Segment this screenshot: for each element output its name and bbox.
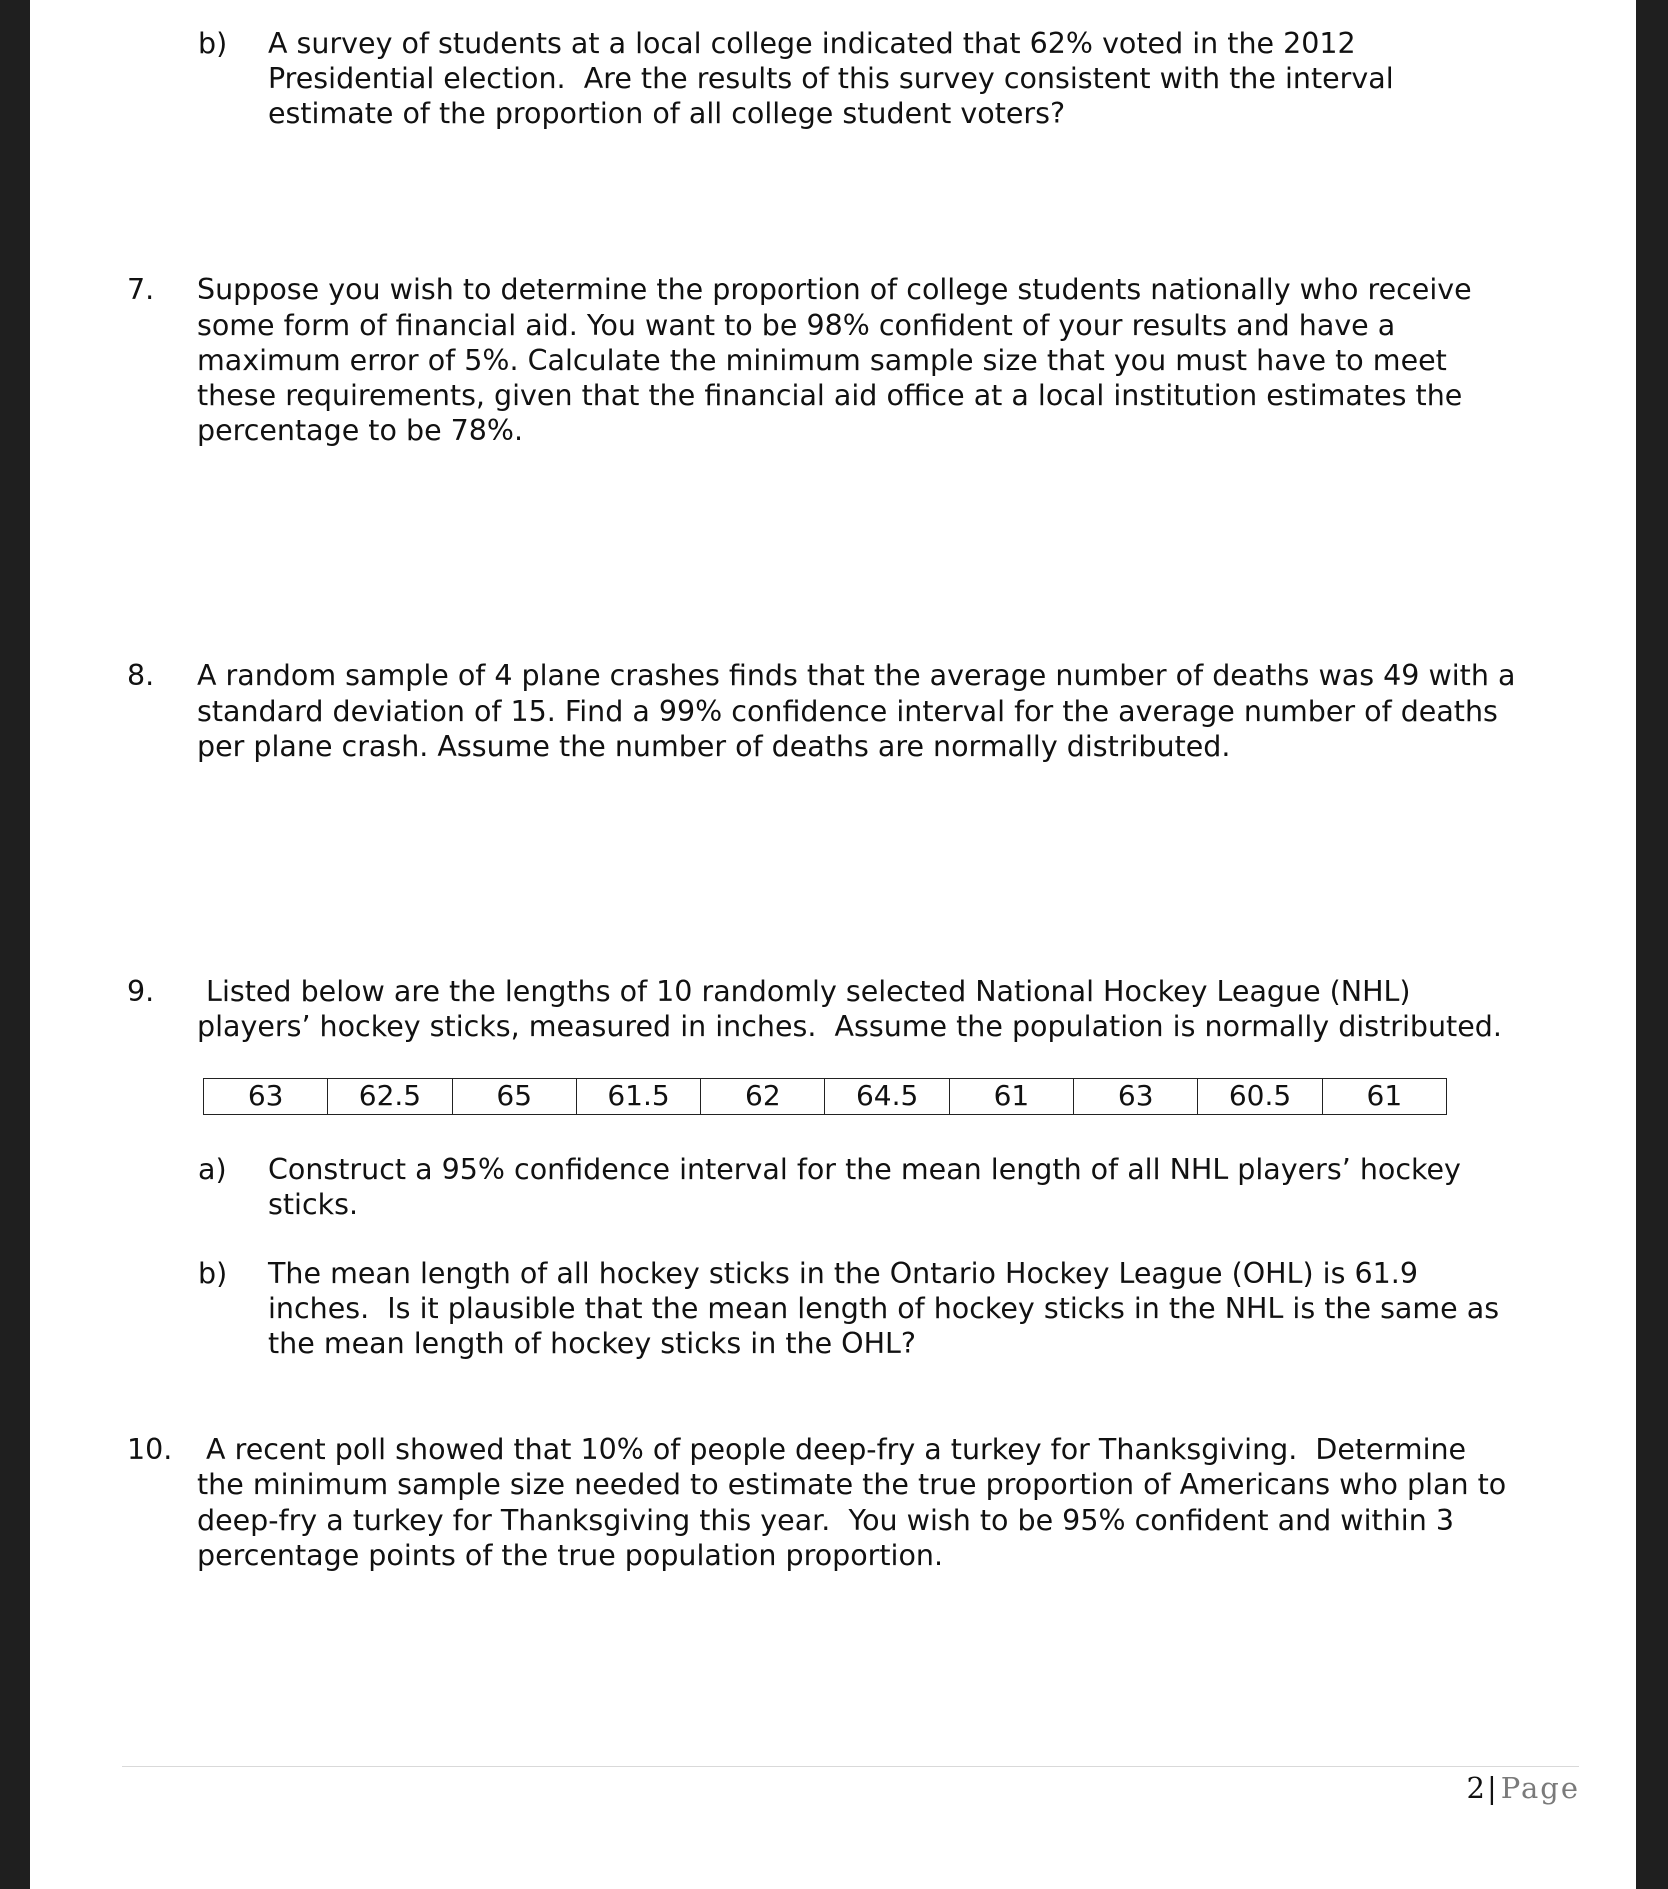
document-page (30, 0, 1636, 1889)
q9-number: 9. (127, 975, 155, 1008)
table-cell: 65 (453, 1079, 577, 1114)
q7-line-1: Suppose you wish to determine the proportion of college students nationally who receive (197, 273, 1472, 306)
table-cell: 62.5 (328, 1079, 452, 1114)
page-separator: | (1486, 1771, 1499, 1805)
q6b-line-3: estimate of the proportion of all college student voters? (268, 97, 1066, 130)
page-number: 2 (1466, 1771, 1485, 1805)
q8-line-1: A random sample of 4 plane crashes finds that the average number of deaths was 49 with a (197, 659, 1516, 692)
q7-line-2: some form of financial aid. You want to be 98% confident of your results and have a (197, 309, 1396, 342)
q8-line-2: standard deviation of 15. Find a 99% confidence interval for the average number of deaths (197, 695, 1498, 728)
q7-line-4: these requirements, given that the financial aid office at a local institution estimates the (197, 379, 1463, 412)
q9b-line-2: inches. Is it plausible that the mean length of hockey sticks in the NHL is the same as (268, 1292, 1500, 1325)
hockey-stick-lengths-table (203, 1078, 1447, 1115)
q6b-line-1: A survey of students at a local college indicated that 62% voted in the 2012 (268, 27, 1356, 60)
q7-number: 7. (127, 273, 155, 306)
q10-number: 10. (127, 1433, 173, 1466)
page-footer (1410, 1768, 1580, 1808)
q9-line-2: players’ hockey sticks, measured in inches. Assume the population is normally distributed. (197, 1010, 1502, 1043)
q9a-label: a) (198, 1153, 227, 1186)
q10-line-4: percentage points of the true population proportion. (197, 1539, 944, 1572)
q9b-label: b) (198, 1257, 228, 1290)
q9a-line-2: sticks. (268, 1188, 359, 1221)
table-cell: 64.5 (825, 1079, 949, 1114)
q9-line-1: Listed below are the lengths of 10 randomly selected National Hockey League (NHL) (197, 975, 1411, 1008)
q9a-line-1: Construct a 95% confidence interval for the mean length of all NHL players’ hockey (268, 1153, 1461, 1186)
table-cell: 61.5 (577, 1079, 701, 1114)
q8-line-3: per plane crash. Assume the number of deaths are normally distributed. (197, 730, 1231, 763)
q10-line-2: the minimum sample size needed to estimate the true proportion of Americans who plan to (197, 1468, 1507, 1501)
table-cell: 62 (701, 1079, 825, 1114)
table-cell: 61 (950, 1079, 1074, 1114)
table-cell: 63 (204, 1079, 328, 1114)
q6b-line-2: Presidential election. Are the results of this survey consistent with the interval (268, 62, 1394, 95)
q9b-line-1: The mean length of all hockey sticks in the Ontario Hockey League (OHL) is 61.9 (268, 1257, 1418, 1290)
q9b-line-3: the mean length of hockey sticks in the OHL? (268, 1327, 917, 1360)
table-cell: 63 (1074, 1079, 1198, 1114)
q7-line-5: percentage to be 78%. (197, 414, 524, 447)
q7-line-3: maximum error of 5%. Calculate the minimum sample size that you must have to meet (197, 344, 1447, 377)
q6b-label: b) (198, 27, 228, 60)
table-cell: 61 (1366, 1079, 1403, 1112)
footer-divider (122, 1766, 1579, 1767)
table-cell: 60.5 (1198, 1079, 1322, 1114)
q10-line-1: A recent poll showed that 10% of people deep-fry a turkey for Thanksgiving. Determine (197, 1433, 1467, 1466)
page-word: Page (1500, 1771, 1580, 1805)
q10-line-3: deep-fry a turkey for Thanksgiving this year. You wish to be 95% confident and within 3 (197, 1504, 1454, 1537)
q8-number: 8. (127, 659, 155, 692)
